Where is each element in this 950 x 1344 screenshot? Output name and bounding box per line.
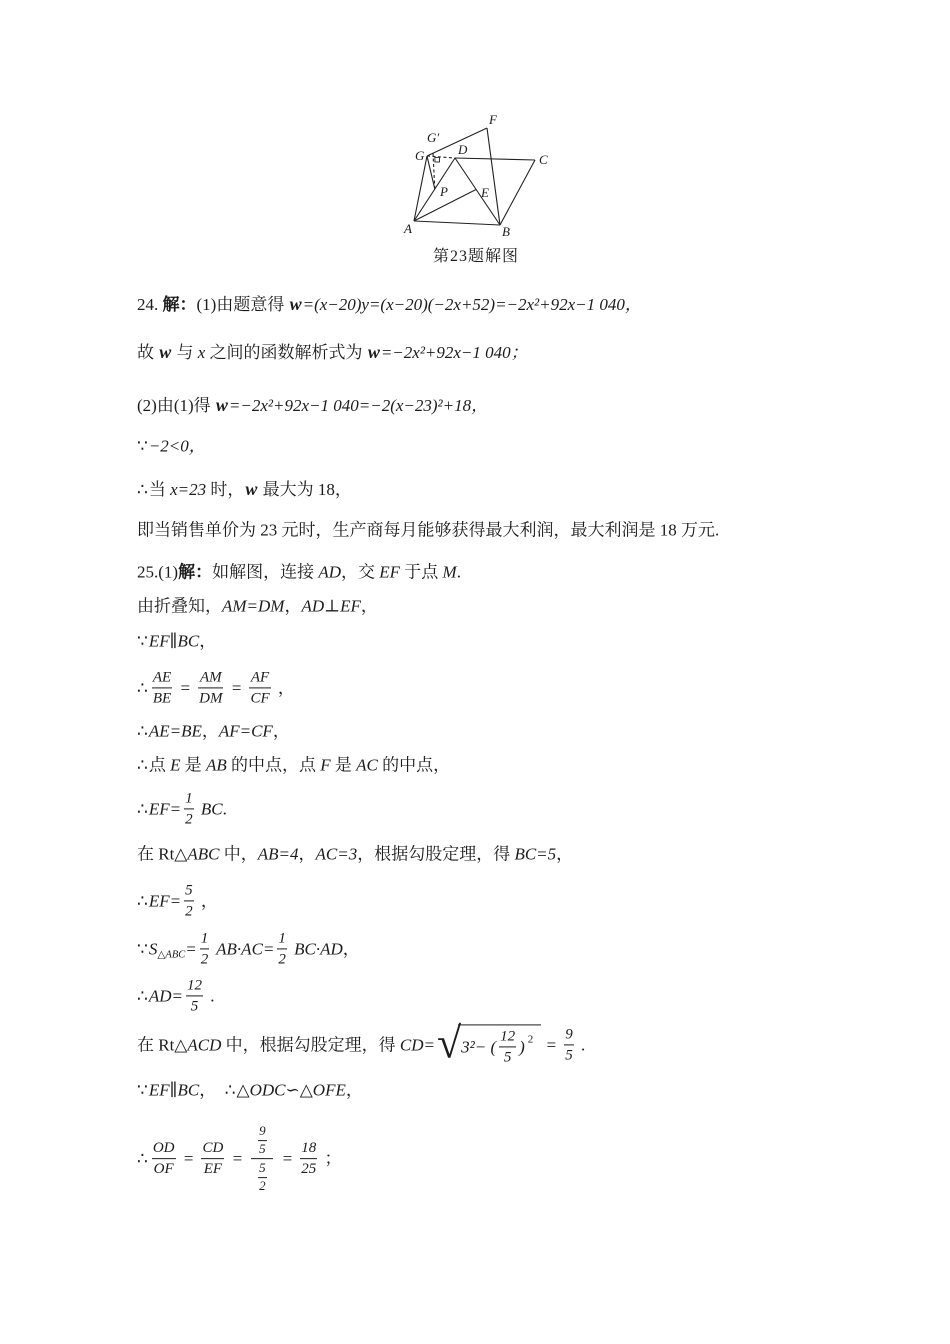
denominator: 2 — [185, 903, 193, 920]
equals: = — [277, 1149, 298, 1169]
p25-line10 — [137, 930, 360, 967]
denominator: CF — [250, 690, 270, 707]
text: ， — [298, 844, 316, 864]
p25-line9 — [137, 882, 218, 919]
text: 中，根据勾股定理，得 — [221, 1035, 400, 1055]
because-symbol: ∵ — [137, 1080, 148, 1100]
math: BC=5 — [514, 844, 557, 864]
numerator: 1 — [278, 930, 286, 947]
math: x=23 — [170, 479, 207, 499]
fraction-1-2 — [197, 930, 213, 967]
text: 25.(1) — [137, 562, 179, 582]
because-symbol: ∵ — [137, 436, 148, 456]
bold-jie: 解： — [162, 294, 197, 314]
text: ， — [360, 596, 378, 616]
fraction-bar — [186, 995, 203, 996]
square-root — [436, 1018, 541, 1068]
problem23-figure — [396, 112, 556, 244]
numerator: 9 — [565, 1026, 573, 1043]
text: . — [576, 1035, 586, 1055]
text: ， — [272, 721, 290, 741]
dashed-GD-line — [427, 156, 455, 158]
math: ABC — [187, 844, 220, 864]
denominator: 5 — [259, 1141, 266, 1157]
equals: = — [175, 678, 196, 698]
therefore-symbol: ∴ — [137, 721, 148, 741]
label-C: C — [539, 152, 548, 167]
denominator: 2 — [185, 811, 193, 828]
fraction-bar — [200, 948, 210, 949]
label-G: G — [415, 148, 425, 163]
label-A: A — [404, 221, 412, 236]
denominator: OF — [153, 1161, 174, 1178]
math: EF∥BC — [148, 1080, 200, 1100]
equals: = — [227, 1149, 248, 1169]
compound-fraction — [247, 1124, 277, 1194]
numerator: 1 — [200, 930, 209, 947]
text: 故 — [137, 342, 159, 362]
fraction-AE-BE — [149, 669, 175, 706]
exponent-2: 2 — [527, 1033, 534, 1046]
fraction-bar — [300, 1158, 317, 1159]
text: . — [205, 986, 215, 1006]
p25-line2 — [137, 595, 378, 616]
text: 当 — [148, 479, 171, 499]
p24-line3 — [137, 394, 488, 417]
denominator: EF — [203, 1161, 223, 1178]
math: BC — [196, 799, 223, 819]
text: (1)由题意得 — [196, 294, 289, 314]
numerator: AM — [199, 669, 222, 686]
p25-line5 — [137, 720, 290, 741]
p25-line4 — [137, 669, 295, 706]
fraction-bar — [198, 687, 223, 688]
p24-line4 — [137, 435, 206, 456]
math: x — [197, 342, 206, 362]
denominator: 5 — [190, 998, 199, 1015]
math: =(x−20)y=(x−20)(−2x+52)=−2x²+92x−1 040， — [302, 294, 642, 314]
math: AB=4 — [257, 844, 299, 864]
numerator: 5 — [185, 882, 193, 899]
text: ， — [342, 939, 360, 959]
text: . — [456, 562, 461, 582]
text: ，根据勾股定理，得 — [357, 844, 515, 864]
subscript-triangle-ABC: △ABC — [157, 949, 186, 961]
label-E: E — [481, 185, 489, 200]
equals: = — [541, 1035, 562, 1055]
text: . — [222, 799, 227, 819]
text: ； — [320, 1149, 342, 1169]
fraction-18-25 — [297, 1140, 320, 1177]
text: ， — [201, 721, 219, 741]
fraction-bar — [184, 808, 194, 809]
therefore-symbol: ∴ — [137, 986, 148, 1006]
p25-line1 — [137, 561, 461, 582]
text: ， — [345, 1080, 363, 1100]
numerator: 1 — [185, 790, 193, 807]
figure-caption: 第23题解图 — [432, 248, 519, 265]
fraction-12-5 — [183, 977, 206, 1014]
text: 在 Rt△ — [137, 1035, 188, 1055]
fraction-9-5 — [561, 1026, 577, 1063]
math: 3²− ( — [461, 1037, 497, 1057]
text: 是 — [330, 755, 357, 775]
fraction-bar — [184, 900, 194, 901]
math: △ODC∽△OFE — [236, 1080, 346, 1100]
text: ， — [273, 678, 295, 698]
math: AD= — [148, 986, 183, 1006]
text: ， — [196, 891, 218, 911]
fraction-5-2 — [257, 1161, 268, 1194]
denominator: 2 — [200, 951, 209, 968]
label-F: F — [489, 112, 497, 127]
numerator: CD — [202, 1140, 224, 1157]
fraction-CD-EF — [198, 1140, 227, 1177]
fraction-bar — [499, 1046, 516, 1047]
numerator: OD — [152, 1140, 175, 1157]
bold-jie: 解： — [178, 562, 213, 582]
denominator: 25 — [301, 1161, 317, 1178]
therefore-symbol: ∴ — [137, 678, 148, 698]
math: M — [442, 562, 457, 582]
var-w: w — [245, 478, 258, 499]
p24-line1 — [137, 293, 642, 316]
text: 之间的函数解析式为 — [205, 342, 367, 362]
math: F — [320, 755, 331, 775]
fraction-AM-DM — [195, 669, 226, 706]
therefore-symbol: ∴ — [137, 799, 148, 819]
math: E — [170, 755, 181, 775]
math: AM=DM — [222, 596, 285, 616]
therefore-symbol: ∴ — [137, 479, 148, 499]
text: 24. — [137, 294, 163, 314]
text: 的中点， — [377, 755, 451, 775]
equals: = — [185, 939, 197, 959]
denominator: 2 — [278, 951, 286, 968]
denominator: 5 — [503, 1049, 512, 1066]
fraction-9-5 — [257, 1124, 268, 1157]
p25-line6 — [137, 754, 450, 775]
math: ) — [519, 1037, 525, 1057]
math: CD= — [399, 1035, 435, 1055]
text: 点 — [148, 755, 171, 775]
p24-line2 — [137, 341, 528, 364]
math: S — [148, 939, 158, 959]
because-symbol: ∵ — [137, 631, 148, 651]
text: 于点 — [400, 562, 443, 582]
fraction-bar — [564, 1044, 574, 1045]
fraction-OD-OF — [149, 1140, 179, 1177]
equals: = — [178, 1149, 199, 1169]
math: ACD — [187, 1035, 222, 1055]
text: ， — [556, 844, 574, 864]
math: =−2x²+92x−1 040； — [380, 342, 528, 362]
radical-sign: √ — [436, 1018, 462, 1068]
text: 在 Rt△ — [137, 844, 188, 864]
p25-line8 — [137, 843, 573, 864]
text: 最大为 18， — [258, 479, 352, 499]
numerator: 18 — [301, 1140, 317, 1157]
var-w: w — [159, 341, 172, 362]
math: −2<0， — [148, 436, 206, 456]
fraction-5-2 — [181, 882, 197, 919]
fraction-bar — [201, 1158, 224, 1159]
denominator: DM — [199, 690, 223, 707]
label-B: B — [502, 224, 510, 239]
math: EF — [379, 562, 401, 582]
fraction-bar — [249, 687, 270, 688]
therefore-symbol: ∴ — [137, 1149, 148, 1169]
math: AC — [356, 755, 378, 775]
denominator: BE — [152, 690, 172, 707]
numerator: 5 — [259, 1160, 266, 1176]
math: AE=BE — [148, 721, 202, 741]
fraction-AF-CF — [246, 669, 273, 706]
var-w: w — [367, 341, 380, 362]
equals: = — [226, 678, 247, 698]
text: 与 — [172, 342, 198, 362]
denominator: 5 — [565, 1047, 573, 1064]
math: AF=CF — [218, 721, 273, 741]
p25-line7 — [137, 790, 227, 827]
math: EF= — [148, 799, 182, 819]
math: AB·AC= — [212, 939, 275, 959]
text: 时， — [206, 479, 245, 499]
fraction-bar — [152, 1158, 176, 1159]
p25-line11 — [137, 977, 214, 1014]
math: AD — [318, 562, 341, 582]
text: ， — [199, 1080, 225, 1100]
text: 即当销售单价为 23 元时，生产商每月能够获得最大利润，最大利润是 18 万元. — [137, 520, 720, 540]
label-P: P — [440, 184, 448, 199]
text: 中， — [219, 844, 258, 864]
var-w: w — [215, 394, 228, 415]
therefore-symbol: ∴ — [224, 1080, 236, 1100]
numerator: 12 — [500, 1028, 516, 1045]
text: ， — [199, 631, 217, 651]
text: 如解图，连接 — [212, 562, 319, 582]
fraction-12-5 — [496, 1028, 519, 1065]
math: AB — [205, 755, 227, 775]
label-G-prime: G′ — [427, 130, 440, 145]
fraction-1-2 — [181, 790, 197, 827]
var-w: w — [289, 293, 302, 314]
fraction-bar — [152, 687, 172, 688]
text: 是 — [180, 755, 206, 775]
text: ， — [284, 596, 302, 616]
p25-line3 — [137, 630, 216, 651]
text: (2)由(1)得 — [137, 395, 215, 415]
math: AD⊥EF — [301, 596, 361, 616]
therefore-symbol: ∴ — [137, 891, 148, 911]
p24-line6 — [137, 519, 719, 540]
fraction-1-2 — [274, 930, 290, 967]
because-symbol: ∵ — [137, 939, 148, 959]
therefore-symbol: ∴ — [137, 755, 148, 775]
radicand — [458, 1024, 541, 1065]
fraction-bar — [277, 948, 287, 949]
numerator: AF — [250, 669, 270, 686]
math: BC·AD — [289, 939, 343, 959]
math: EF∥BC — [148, 631, 200, 651]
p25-line12 — [137, 1018, 586, 1068]
math: EF= — [148, 891, 182, 911]
numerator: 9 — [259, 1123, 266, 1139]
math: =−2x²+92x−1 040=−2(x−23)²+18， — [228, 395, 489, 415]
p25-line14 — [137, 1124, 342, 1194]
numerator: AE — [152, 669, 172, 686]
p25-line13 — [137, 1079, 363, 1100]
right-angle-mark — [435, 157, 440, 162]
text: 的中点，点 — [226, 755, 321, 775]
numerator: 12 — [186, 977, 202, 994]
text: 由折叠知， — [137, 596, 222, 616]
math: AC=3 — [315, 844, 358, 864]
text: ，交 — [341, 562, 380, 582]
label-D: D — [458, 142, 468, 157]
p24-line5 — [137, 478, 352, 501]
denominator: 2 — [259, 1178, 266, 1194]
